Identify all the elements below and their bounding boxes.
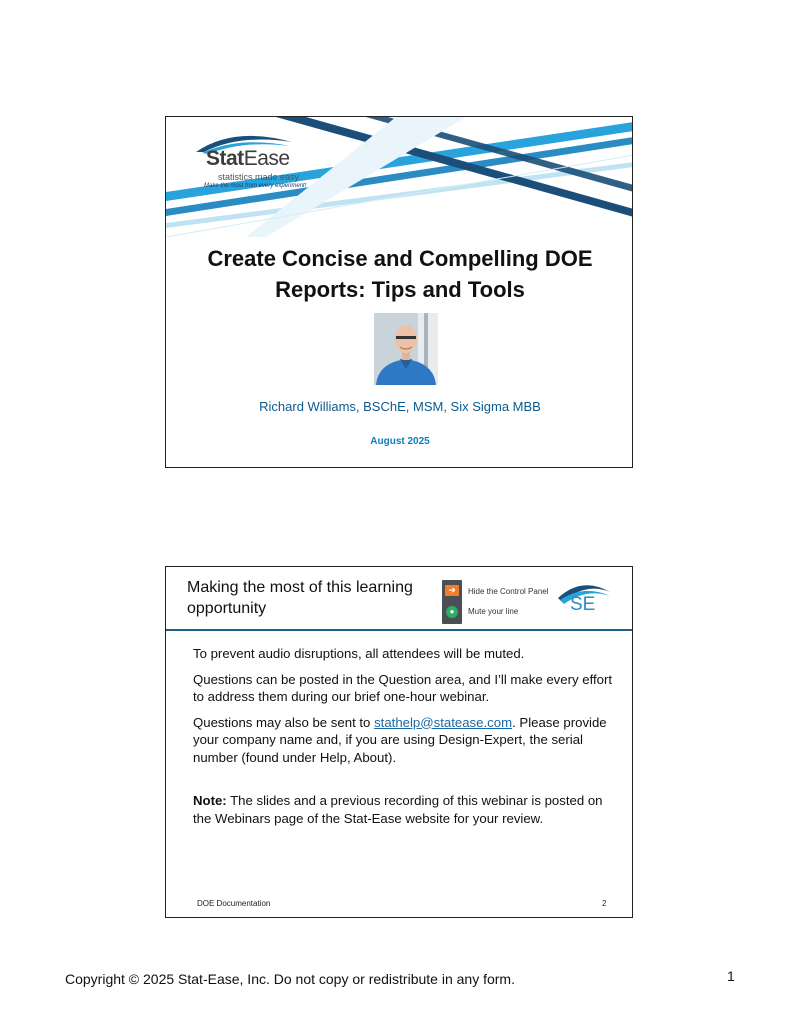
- slide-title: [187, 577, 437, 619]
- copyright-notice: Copyright © 2025 Stat-Ease, Inc. Do not copy or redistribute in any form.: [65, 971, 515, 987]
- hide-panel-arrow-icon: ➜: [445, 585, 459, 596]
- title-slide: [165, 116, 633, 468]
- title-divider: [166, 629, 633, 631]
- logo-word-stat: Stat: [206, 147, 244, 170]
- presenter-photo: [374, 313, 438, 385]
- presenter-name: Richard Williams, BSChE, MSM, Six Sigma MBB: [259, 399, 541, 414]
- control-panel-bar: [442, 580, 462, 624]
- control-panel-legend: [442, 580, 552, 624]
- note-label: Note:: [193, 793, 227, 808]
- paragraph-note: Note: The slides and a previous recording of this webinar is posted on the Webinars page of the Stat-Ease website for your review.: [193, 793, 603, 826]
- paragraph-email: Questions may also be sent to stathelp@statease.com. Please provide your company name and, if you are using Design-Expert, the serial number (found under Help, About).: [193, 714, 607, 765]
- content-slide: [165, 566, 633, 918]
- slide-body: [193, 645, 623, 835]
- hide-panel-label: Hide the Control Panel: [468, 587, 549, 596]
- paragraph-muted: To prevent audio disruptions, all attendees will be muted.: [193, 646, 525, 661]
- stat-ease-logo: [184, 129, 307, 189]
- microphone-icon: ●: [446, 606, 458, 618]
- slide-footer-title: DOE Documentation: [197, 899, 271, 908]
- slide-title-line1: Create Concise and Compelling DOE: [207, 246, 593, 271]
- slide-title: [166, 243, 633, 305]
- mute-line-label: Mute your line: [468, 607, 519, 616]
- paragraph-questions: Questions can be posted in the Question area, and I’ll make every effort to address them during our brief one-hour webinar.: [193, 671, 613, 704]
- se-logo-text: SE: [570, 594, 596, 615]
- logo-slogan: Make the most from every experiment!: [204, 183, 307, 189]
- presentation-date: August 2025: [370, 436, 430, 447]
- slide-title-line2: opportunity: [187, 600, 267, 617]
- logo-tagline: statistics made easy: [218, 172, 300, 182]
- email-link[interactable]: stathelp@statease.com: [374, 714, 513, 730]
- se-logo: [556, 580, 612, 616]
- logo-word-ease: Ease: [243, 147, 290, 170]
- page-number: 1: [727, 968, 735, 984]
- slide-title-line1: Making the most of this learning: [187, 579, 413, 596]
- slide-title-line2: Reports: Tips and Tools: [275, 277, 525, 302]
- slide-number: 2: [602, 899, 607, 908]
